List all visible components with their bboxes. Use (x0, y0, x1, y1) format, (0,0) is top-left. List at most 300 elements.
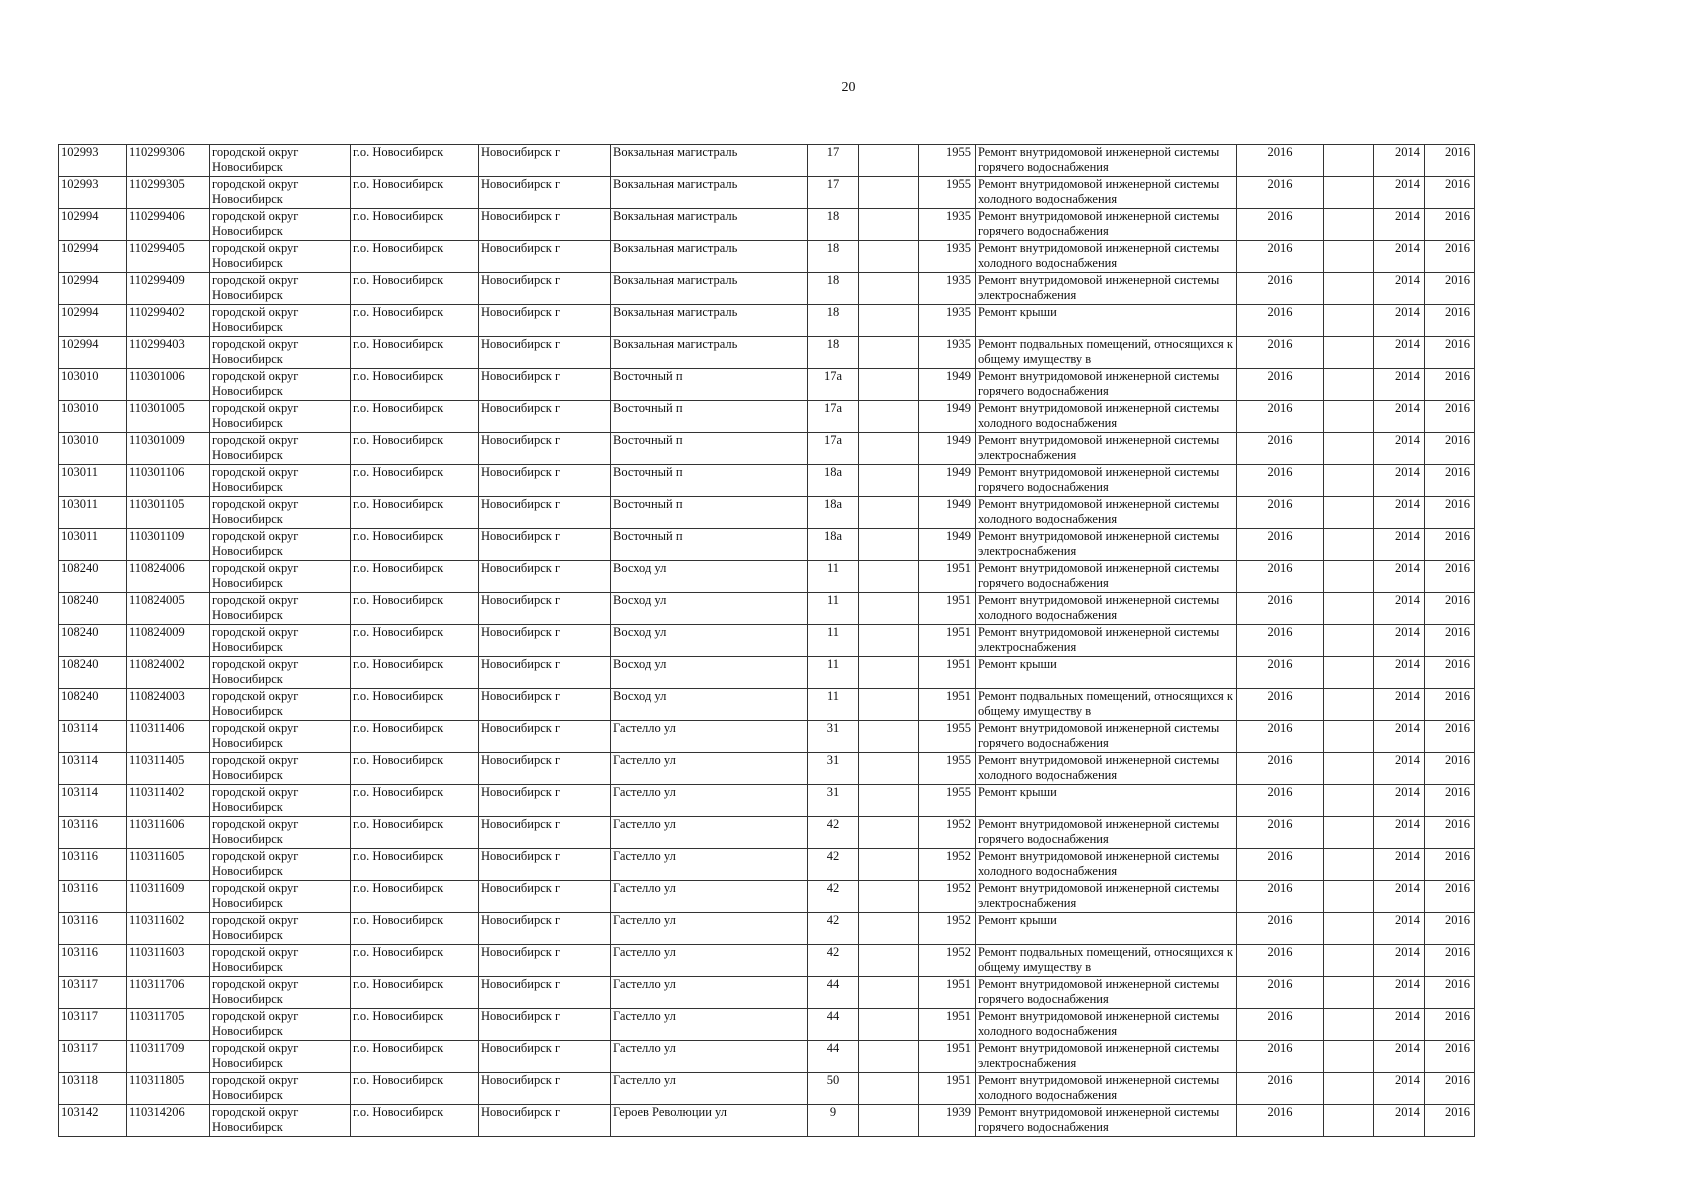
cell-code: 110311603 (127, 945, 210, 977)
cell-work-type: Ремонт внутридомовой инженерной системы горячего водоснабжения (976, 465, 1237, 497)
cell-year-from: 2014 (1374, 721, 1425, 753)
table-row (59, 1105, 1475, 1137)
cell-street: Восточный п (611, 465, 808, 497)
cell-year-built: 1952 (919, 849, 976, 881)
cell-code: 110301005 (127, 401, 210, 433)
cell-house: 17 (808, 177, 859, 209)
table-row (59, 657, 1475, 689)
cell-blank (859, 305, 919, 337)
cell-year-built: 1951 (919, 1041, 976, 1073)
cell-settlement-unit: г.о. Новосибирск (351, 881, 479, 913)
cell-locality: Новосибирск г (479, 849, 611, 881)
cell-locality: Новосибирск г (479, 657, 611, 689)
cell-house: 42 (808, 913, 859, 945)
cell-year-to: 2016 (1425, 625, 1475, 657)
cell-blank2 (1324, 209, 1374, 241)
cell-blank2 (1324, 625, 1374, 657)
cell-work-type: Ремонт крыши (976, 913, 1237, 945)
cell-id: 103116 (59, 849, 127, 881)
cell-work-type: Ремонт подвальных помещений, относящихся к общему имуществу в (976, 945, 1237, 977)
cell-blank2 (1324, 401, 1374, 433)
cell-municipality: городской округ Новосибирск (210, 241, 351, 273)
cell-locality: Новосибирск г (479, 273, 611, 305)
cell-blank2 (1324, 561, 1374, 593)
cell-year-built: 1951 (919, 593, 976, 625)
cell-locality: Новосибирск г (479, 433, 611, 465)
cell-plan-year: 2016 (1237, 369, 1324, 401)
cell-work-type: Ремонт внутридомовой инженерной системы электроснабжения (976, 433, 1237, 465)
cell-plan-year: 2016 (1237, 273, 1324, 305)
cell-code: 110299406 (127, 209, 210, 241)
cell-street: Восточный п (611, 369, 808, 401)
cell-house: 44 (808, 1041, 859, 1073)
cell-year-from: 2014 (1374, 785, 1425, 817)
cell-blank (859, 465, 919, 497)
cell-year-to: 2016 (1425, 753, 1475, 785)
cell-year-from: 2014 (1374, 817, 1425, 849)
cell-blank (859, 273, 919, 305)
cell-year-built: 1952 (919, 881, 976, 913)
cell-plan-year: 2016 (1237, 657, 1324, 689)
cell-year-to: 2016 (1425, 1009, 1475, 1041)
cell-work-type: Ремонт внутридомовой инженерной системы горячего водоснабжения (976, 1105, 1237, 1137)
cell-municipality: городской округ Новосибирск (210, 817, 351, 849)
cell-year-built: 1955 (919, 177, 976, 209)
cell-settlement-unit: г.о. Новосибирск (351, 369, 479, 401)
page-number: 20 (841, 80, 856, 95)
cell-work-type: Ремонт внутридомовой инженерной системы горячего водоснабжения (976, 561, 1237, 593)
cell-year-from: 2014 (1374, 433, 1425, 465)
cell-locality: Новосибирск г (479, 337, 611, 369)
cell-year-to: 2016 (1425, 849, 1475, 881)
cell-blank2 (1324, 753, 1374, 785)
cell-house: 18а (808, 529, 859, 561)
cell-blank (859, 913, 919, 945)
cell-blank (859, 593, 919, 625)
cell-municipality: городской округ Новосибирск (210, 753, 351, 785)
cell-year-to: 2016 (1425, 817, 1475, 849)
cell-year-from: 2014 (1374, 497, 1425, 529)
cell-municipality: городской округ Новосибирск (210, 945, 351, 977)
cell-street: Гастелло ул (611, 1009, 808, 1041)
cell-year-to: 2016 (1425, 337, 1475, 369)
table-row (59, 945, 1475, 977)
cell-year-to: 2016 (1425, 305, 1475, 337)
cell-house: 42 (808, 849, 859, 881)
cell-locality: Новосибирск г (479, 561, 611, 593)
cell-settlement-unit: г.о. Новосибирск (351, 209, 479, 241)
cell-blank2 (1324, 529, 1374, 561)
cell-street: Гастелло ул (611, 785, 808, 817)
cell-house: 18 (808, 305, 859, 337)
cell-locality: Новосибирск г (479, 625, 611, 657)
cell-year-to: 2016 (1425, 497, 1475, 529)
cell-work-type: Ремонт внутридомовой инженерной системы электроснабжения (976, 881, 1237, 913)
cell-municipality: городской округ Новосибирск (210, 657, 351, 689)
table-row (59, 1073, 1475, 1105)
cell-street: Гастелло ул (611, 913, 808, 945)
cell-id: 102993 (59, 145, 127, 177)
cell-year-from: 2014 (1374, 369, 1425, 401)
cell-year-built: 1949 (919, 369, 976, 401)
table-row (59, 337, 1475, 369)
cell-municipality: городской округ Новосибирск (210, 1041, 351, 1073)
cell-street: Вокзальная магистраль (611, 337, 808, 369)
cell-municipality: городской округ Новосибирск (210, 561, 351, 593)
cell-municipality: городской округ Новосибирск (210, 913, 351, 945)
cell-locality: Новосибирск г (479, 753, 611, 785)
cell-year-built: 1935 (919, 209, 976, 241)
cell-municipality: городской округ Новосибирск (210, 1073, 351, 1105)
cell-plan-year: 2016 (1237, 497, 1324, 529)
cell-id: 103114 (59, 721, 127, 753)
cell-work-type: Ремонт внутридомовой инженерной системы электроснабжения (976, 529, 1237, 561)
cell-street: Вокзальная магистраль (611, 305, 808, 337)
cell-settlement-unit: г.о. Новосибирск (351, 785, 479, 817)
cell-year-built: 1955 (919, 785, 976, 817)
cell-id: 108240 (59, 593, 127, 625)
cell-year-from: 2014 (1374, 881, 1425, 913)
cell-blank (859, 209, 919, 241)
cell-year-to: 2016 (1425, 1073, 1475, 1105)
cell-settlement-unit: г.о. Новосибирск (351, 561, 479, 593)
cell-plan-year: 2016 (1237, 753, 1324, 785)
cell-municipality: городской округ Новосибирск (210, 177, 351, 209)
table-row (59, 273, 1475, 305)
cell-year-built: 1949 (919, 433, 976, 465)
cell-street: Гастелло ул (611, 1041, 808, 1073)
table-row (59, 209, 1475, 241)
cell-work-type: Ремонт внутридомовой инженерной системы горячего водоснабжения (976, 817, 1237, 849)
cell-settlement-unit: г.о. Новосибирск (351, 177, 479, 209)
cell-locality: Новосибирск г (479, 145, 611, 177)
cell-locality: Новосибирск г (479, 945, 611, 977)
cell-plan-year: 2016 (1237, 913, 1324, 945)
cell-settlement-unit: г.о. Новосибирск (351, 849, 479, 881)
cell-year-from: 2014 (1374, 1105, 1425, 1137)
cell-year-to: 2016 (1425, 529, 1475, 561)
cell-blank2 (1324, 1041, 1374, 1073)
cell-year-built: 1949 (919, 465, 976, 497)
cell-id: 103117 (59, 977, 127, 1009)
cell-municipality: городской округ Новосибирск (210, 305, 351, 337)
table-row (59, 817, 1475, 849)
cell-year-from: 2014 (1374, 913, 1425, 945)
cell-id: 103118 (59, 1073, 127, 1105)
cell-year-from: 2014 (1374, 657, 1425, 689)
cell-house: 11 (808, 561, 859, 593)
cell-street: Восточный п (611, 433, 808, 465)
cell-year-from: 2014 (1374, 401, 1425, 433)
cell-blank2 (1324, 273, 1374, 305)
cell-blank (859, 145, 919, 177)
cell-house: 17а (808, 433, 859, 465)
cell-id: 102994 (59, 209, 127, 241)
table-row (59, 145, 1475, 177)
cell-year-from: 2014 (1374, 625, 1425, 657)
cell-id: 102993 (59, 177, 127, 209)
table-row (59, 977, 1475, 1009)
cell-year-from: 2014 (1374, 273, 1425, 305)
cell-house: 31 (808, 721, 859, 753)
cell-blank2 (1324, 657, 1374, 689)
cell-blank2 (1324, 1105, 1374, 1137)
cell-house: 11 (808, 593, 859, 625)
cell-municipality: городской округ Новосибирск (210, 209, 351, 241)
cell-year-built: 1951 (919, 689, 976, 721)
cell-plan-year: 2016 (1237, 593, 1324, 625)
cell-street: Гастелло ул (611, 817, 808, 849)
cell-code: 110824005 (127, 593, 210, 625)
cell-street: Гастелло ул (611, 849, 808, 881)
cell-plan-year: 2016 (1237, 817, 1324, 849)
cell-blank2 (1324, 913, 1374, 945)
cell-year-built: 1949 (919, 529, 976, 561)
cell-blank (859, 497, 919, 529)
cell-blank (859, 1105, 919, 1137)
cell-year-built: 1949 (919, 497, 976, 529)
cell-street: Восход ул (611, 593, 808, 625)
cell-plan-year: 2016 (1237, 625, 1324, 657)
cell-municipality: городской округ Новосибирск (210, 145, 351, 177)
cell-id: 102994 (59, 305, 127, 337)
cell-plan-year: 2016 (1237, 177, 1324, 209)
cell-street: Гастелло ул (611, 945, 808, 977)
cell-code: 110311602 (127, 913, 210, 945)
cell-id: 103142 (59, 1105, 127, 1137)
cell-year-to: 2016 (1425, 1105, 1475, 1137)
table-row (59, 177, 1475, 209)
cell-blank (859, 657, 919, 689)
cell-year-to: 2016 (1425, 657, 1475, 689)
cell-blank (859, 369, 919, 401)
cell-locality: Новосибирск г (479, 529, 611, 561)
cell-year-built: 1952 (919, 913, 976, 945)
cell-code: 110311705 (127, 1009, 210, 1041)
cell-house: 17а (808, 401, 859, 433)
cell-id: 103011 (59, 497, 127, 529)
cell-year-built: 1951 (919, 1073, 976, 1105)
cell-house: 42 (808, 817, 859, 849)
cell-municipality: городской округ Новосибирск (210, 977, 351, 1009)
cell-plan-year: 2016 (1237, 465, 1324, 497)
cell-municipality: городской округ Новосибирск (210, 1009, 351, 1041)
cell-code: 110299409 (127, 273, 210, 305)
cell-settlement-unit: г.о. Новосибирск (351, 305, 479, 337)
repair-schedule-table (58, 144, 1475, 1137)
cell-locality: Новосибирск г (479, 305, 611, 337)
cell-street: Гастелло ул (611, 977, 808, 1009)
cell-blank2 (1324, 497, 1374, 529)
cell-street: Вокзальная магистраль (611, 241, 808, 273)
cell-year-built: 1935 (919, 273, 976, 305)
cell-code: 110301006 (127, 369, 210, 401)
cell-street: Восход ул (611, 657, 808, 689)
cell-year-built: 1951 (919, 561, 976, 593)
cell-house: 17 (808, 145, 859, 177)
cell-municipality: городской округ Новосибирск (210, 433, 351, 465)
table-row (59, 465, 1475, 497)
cell-plan-year: 2016 (1237, 1009, 1324, 1041)
cell-municipality: городской округ Новосибирск (210, 465, 351, 497)
cell-house: 50 (808, 1073, 859, 1105)
cell-id: 103116 (59, 817, 127, 849)
cell-code: 110301109 (127, 529, 210, 561)
cell-settlement-unit: г.о. Новосибирск (351, 977, 479, 1009)
cell-blank2 (1324, 721, 1374, 753)
cell-work-type: Ремонт внутридомовой инженерной системы холодного водоснабжения (976, 177, 1237, 209)
cell-id: 103116 (59, 881, 127, 913)
cell-year-from: 2014 (1374, 465, 1425, 497)
cell-code: 110299402 (127, 305, 210, 337)
cell-id: 103010 (59, 401, 127, 433)
cell-year-to: 2016 (1425, 177, 1475, 209)
cell-id: 103011 (59, 465, 127, 497)
cell-street: Восход ул (611, 689, 808, 721)
cell-year-to: 2016 (1425, 945, 1475, 977)
cell-blank (859, 849, 919, 881)
table-row (59, 401, 1475, 433)
cell-street: Восточный п (611, 529, 808, 561)
cell-id: 103010 (59, 369, 127, 401)
cell-id: 103114 (59, 785, 127, 817)
cell-locality: Новосибирск г (479, 913, 611, 945)
cell-plan-year: 2016 (1237, 945, 1324, 977)
cell-blank (859, 881, 919, 913)
cell-year-from: 2014 (1374, 209, 1425, 241)
cell-settlement-unit: г.о. Новосибирск (351, 145, 479, 177)
cell-plan-year: 2016 (1237, 1073, 1324, 1105)
cell-house: 42 (808, 881, 859, 913)
cell-year-built: 1955 (919, 721, 976, 753)
cell-blank (859, 177, 919, 209)
cell-code: 110311606 (127, 817, 210, 849)
cell-year-from: 2014 (1374, 145, 1425, 177)
cell-settlement-unit: г.о. Новосибирск (351, 241, 479, 273)
cell-work-type: Ремонт крыши (976, 657, 1237, 689)
cell-blank (859, 977, 919, 1009)
cell-plan-year: 2016 (1237, 689, 1324, 721)
cell-street: Восточный п (611, 497, 808, 529)
cell-blank (859, 721, 919, 753)
cell-year-built: 1935 (919, 305, 976, 337)
cell-blank2 (1324, 337, 1374, 369)
cell-house: 9 (808, 1105, 859, 1137)
table-row (59, 593, 1475, 625)
cell-house: 42 (808, 945, 859, 977)
cell-year-from: 2014 (1374, 945, 1425, 977)
cell-municipality: городской округ Новосибирск (210, 529, 351, 561)
cell-code: 110824006 (127, 561, 210, 593)
cell-id: 103116 (59, 945, 127, 977)
cell-house: 44 (808, 977, 859, 1009)
cell-settlement-unit: г.о. Новосибирск (351, 1073, 479, 1105)
cell-year-to: 2016 (1425, 369, 1475, 401)
cell-locality: Новосибирск г (479, 1105, 611, 1137)
cell-code: 110314206 (127, 1105, 210, 1137)
cell-locality: Новосибирск г (479, 401, 611, 433)
cell-street: Вокзальная магистраль (611, 209, 808, 241)
cell-house: 18а (808, 465, 859, 497)
cell-id: 102994 (59, 273, 127, 305)
cell-blank (859, 433, 919, 465)
cell-year-from: 2014 (1374, 1073, 1425, 1105)
cell-municipality: городской округ Новосибирск (210, 593, 351, 625)
cell-plan-year: 2016 (1237, 401, 1324, 433)
cell-street: Гастелло ул (611, 721, 808, 753)
cell-settlement-unit: г.о. Новосибирск (351, 945, 479, 977)
cell-street: Восход ул (611, 625, 808, 657)
cell-blank2 (1324, 465, 1374, 497)
cell-code: 110311402 (127, 785, 210, 817)
cell-year-to: 2016 (1425, 721, 1475, 753)
cell-municipality: городской округ Новосибирск (210, 497, 351, 529)
cell-year-built: 1955 (919, 753, 976, 785)
cell-year-built: 1955 (919, 145, 976, 177)
cell-street: Вокзальная магистраль (611, 145, 808, 177)
cell-street: Гастелло ул (611, 881, 808, 913)
cell-locality: Новосибирск г (479, 465, 611, 497)
cell-blank2 (1324, 881, 1374, 913)
cell-settlement-unit: г.о. Новосибирск (351, 593, 479, 625)
cell-house: 18 (808, 209, 859, 241)
table-row (59, 881, 1475, 913)
cell-code: 110301106 (127, 465, 210, 497)
cell-code: 110299405 (127, 241, 210, 273)
cell-work-type: Ремонт внутридомовой инженерной системы холодного водоснабжения (976, 1009, 1237, 1041)
cell-settlement-unit: г.о. Новосибирск (351, 529, 479, 561)
cell-blank (859, 529, 919, 561)
cell-blank (859, 1041, 919, 1073)
cell-municipality: городской округ Новосибирск (210, 273, 351, 305)
cell-blank (859, 817, 919, 849)
cell-house: 18 (808, 273, 859, 305)
cell-settlement-unit: г.о. Новосибирск (351, 657, 479, 689)
cell-year-from: 2014 (1374, 337, 1425, 369)
cell-blank2 (1324, 305, 1374, 337)
cell-code: 110311405 (127, 753, 210, 785)
cell-blank2 (1324, 593, 1374, 625)
cell-locality: Новосибирск г (479, 593, 611, 625)
cell-work-type: Ремонт внутридомовой инженерной системы холодного водоснабжения (976, 849, 1237, 881)
cell-work-type: Ремонт внутридомовой инженерной системы холодного водоснабжения (976, 593, 1237, 625)
cell-year-to: 2016 (1425, 209, 1475, 241)
cell-code: 110301105 (127, 497, 210, 529)
cell-work-type: Ремонт внутридомовой инженерной системы холодного водоснабжения (976, 753, 1237, 785)
cell-house: 11 (808, 625, 859, 657)
cell-municipality: городской округ Новосибирск (210, 849, 351, 881)
cell-street: Восточный п (611, 401, 808, 433)
cell-id: 103117 (59, 1041, 127, 1073)
cell-settlement-unit: г.о. Новосибирск (351, 401, 479, 433)
cell-house: 31 (808, 753, 859, 785)
cell-blank2 (1324, 433, 1374, 465)
cell-work-type: Ремонт крыши (976, 305, 1237, 337)
cell-year-to: 2016 (1425, 881, 1475, 913)
cell-locality: Новосибирск г (479, 785, 611, 817)
table-row (59, 433, 1475, 465)
cell-locality: Новосибирск г (479, 977, 611, 1009)
cell-street: Восход ул (611, 561, 808, 593)
cell-year-built: 1935 (919, 241, 976, 273)
cell-code: 110301009 (127, 433, 210, 465)
table-row (59, 753, 1475, 785)
cell-locality: Новосибирск г (479, 1041, 611, 1073)
cell-year-to: 2016 (1425, 1041, 1475, 1073)
cell-work-type: Ремонт внутридомовой инженерной системы электроснабжения (976, 273, 1237, 305)
cell-plan-year: 2016 (1237, 433, 1324, 465)
table-row (59, 305, 1475, 337)
